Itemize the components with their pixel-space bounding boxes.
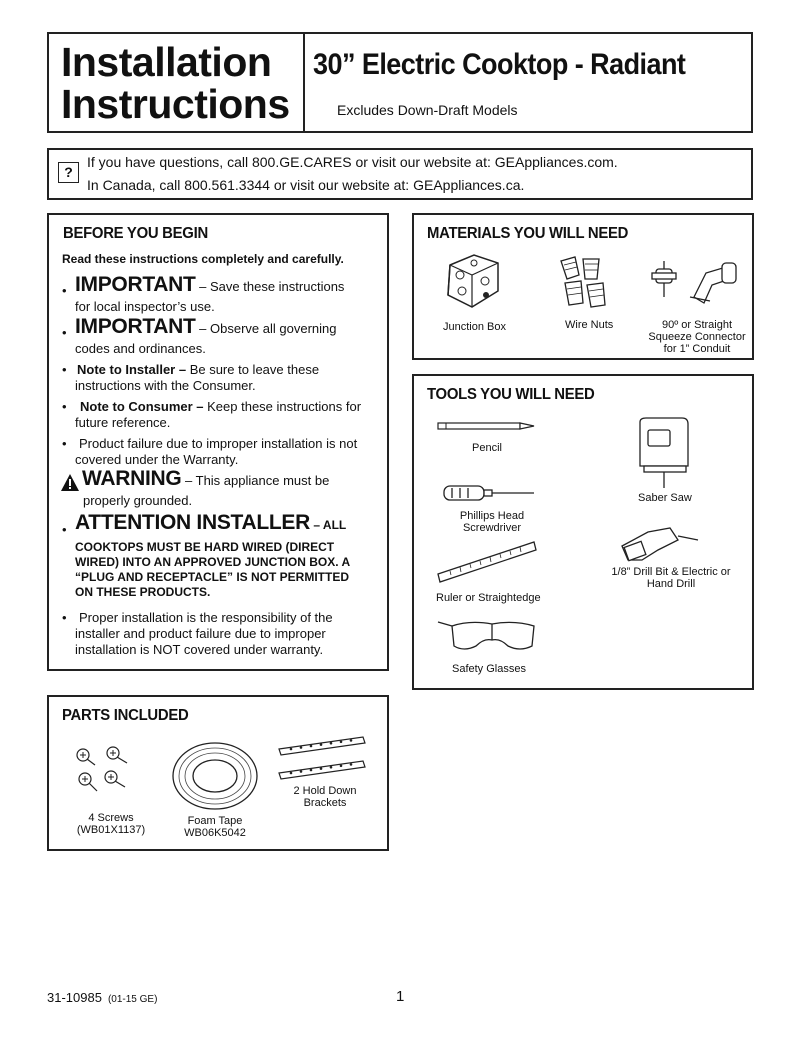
note-to-consumer (80, 399, 361, 414)
question-mark-icon: ? (58, 162, 79, 183)
bullet: • (62, 436, 67, 451)
document-number (47, 990, 157, 1005)
important-text-line2: codes and ordinances. (75, 341, 206, 356)
contact-us-line: If you have questions, call 800.GE.CARES or visit our website at: GEAppliances.com. (87, 154, 618, 170)
tools-section (412, 374, 754, 690)
section-title: PARTS INCLUDED (62, 707, 189, 724)
note-text-line2: future reference. (75, 415, 171, 430)
important-text: – Save these instructions (195, 279, 345, 294)
attention-text-line3: WIRED) INTO AN APPROVED JUNCTION BOX. A (75, 555, 351, 569)
warning-text: – This appliance must be (181, 473, 330, 488)
pencil-icon (436, 422, 536, 430)
warning-triangle-icon (61, 474, 79, 491)
brackets-caption-line1: 2 Hold Down (293, 785, 357, 797)
foam-tape-caption-line2: WB06K5042 (184, 827, 246, 839)
bullet: • (62, 522, 67, 537)
before-you-begin-section (47, 213, 389, 671)
drill-caption-line2: Hand Drill (646, 578, 696, 590)
ruler-caption: Ruler or Straightedge (436, 592, 541, 604)
attention-text-line5: ON THESE PRODUCTS. (75, 585, 211, 599)
connector-caption-line1: 90º or Straight (661, 319, 733, 331)
responsibility-note-line3: installation is NOT covered under warranty. (75, 642, 324, 657)
important-text: – Observe all governing (195, 321, 337, 336)
revision-code: (01-15 GE) (107, 994, 158, 1005)
warranty-note-line2: covered under the Warranty. (75, 452, 239, 467)
screwdriver-caption (452, 510, 532, 534)
product-subtitle: Excludes Down-Draft Models (337, 102, 518, 118)
doc-number: 31-10985 (47, 990, 102, 1005)
section-title: MATERIALS YOU WILL NEED (427, 225, 629, 242)
foam-tape-caption-line1: Foam Tape (187, 815, 243, 827)
connector-caption (648, 319, 746, 355)
squeeze-connector-icon (650, 253, 742, 311)
materials-section (412, 213, 754, 360)
saber-saw-caption: Saber Saw (638, 492, 692, 504)
saber-saw-icon (636, 416, 692, 490)
page-number: 1 (396, 988, 405, 1005)
wire-nuts-icon (557, 253, 613, 311)
wire-nuts-caption: Wire Nuts (565, 319, 614, 331)
responsibility-note-line2: installer and product failure due to improper (75, 626, 326, 641)
screwdriver-caption-line1: Phillips Head (459, 510, 525, 522)
important-text-line2: for local inspector’s use. (75, 299, 215, 314)
junction-box-icon (442, 251, 502, 313)
warning-text-line2: properly grounded. (83, 493, 193, 508)
safety-glasses-caption: Safety Glasses (452, 663, 526, 675)
foam-tape-caption (171, 815, 259, 839)
important-notice-2 (75, 315, 337, 338)
brackets-caption-line2: Brackets (303, 797, 347, 809)
screwdriver-icon (442, 484, 538, 502)
warning-heading: WARNING (82, 467, 182, 490)
header-box (47, 32, 753, 133)
bullet: • (62, 362, 67, 377)
screws-icon (73, 745, 135, 795)
screws-caption-line2: (WB01X1137) (76, 824, 146, 836)
attention-text-line2: COOKTOPS MUST BE HARD WIRED (DIRECT (75, 540, 335, 554)
important-heading: IMPORTANT (75, 315, 196, 338)
note-heading: Note to Consumer – (80, 399, 204, 414)
responsibility-note-line1: Proper installation is the responsibility of the (79, 610, 333, 625)
bullet: • (62, 610, 67, 625)
foam-tape-icon (171, 741, 259, 811)
bullet: • (62, 325, 67, 340)
document-title-line1: Installation (61, 39, 272, 85)
drill-caption-line1: 1/8” Drill Bit & Electric or (611, 566, 731, 578)
connector-caption-line3: for 1” Conduit (663, 343, 731, 355)
ruler-icon (436, 538, 538, 586)
screws-caption-line1: 4 Screws (88, 812, 134, 824)
section-title: BEFORE YOU BEGIN (63, 225, 208, 242)
screwdriver-caption-line2: Screwdriver (462, 522, 522, 534)
warranty-note-line1: Product failure due to improper installation is not (79, 436, 358, 451)
note-to-installer (77, 362, 319, 377)
connector-caption-line2: Squeeze Connector (648, 331, 746, 343)
drill-icon (618, 518, 702, 562)
safety-glasses-icon (436, 616, 540, 656)
important-heading: IMPORTANT (75, 273, 196, 296)
bullet: • (62, 283, 67, 298)
note-text: Keep these instructions for (203, 399, 362, 414)
drill-caption (604, 566, 738, 590)
attention-text: – ALL (310, 518, 347, 532)
intro-text: Read these instructions completely and carefully. (62, 252, 344, 266)
title-block (49, 34, 305, 131)
contact-canada-line: In Canada, call 800.561.3344 or visit our website at: GEAppliances.ca. (87, 177, 525, 193)
section-title: TOOLS YOU WILL NEED (427, 386, 595, 403)
product-title: 30” Electric Cooktop - Radiant (313, 48, 686, 81)
pencil-caption: Pencil (472, 442, 502, 454)
note-text: Be sure to leave these (186, 362, 320, 377)
questions-box (47, 148, 753, 200)
important-notice-1 (75, 273, 345, 296)
hold-down-brackets-icon (277, 735, 367, 783)
document-title-line2: Instructions (61, 81, 290, 127)
bullet: • (62, 399, 67, 414)
attention-heading: ATTENTION INSTALLER (75, 511, 311, 534)
screws-caption (71, 812, 151, 836)
note-text-line2: instructions with the Consumer. (75, 378, 256, 393)
note-heading: Note to Installer – (77, 362, 187, 377)
junction-box-caption: Junction Box (443, 321, 506, 333)
attention-installer-notice (75, 511, 347, 534)
parts-section (47, 695, 389, 851)
brackets-caption (285, 785, 365, 809)
warning-notice (82, 467, 330, 490)
attention-text-line4: “PLUG AND RECEPTACLE” IS NOT PERMITTED (75, 570, 350, 584)
